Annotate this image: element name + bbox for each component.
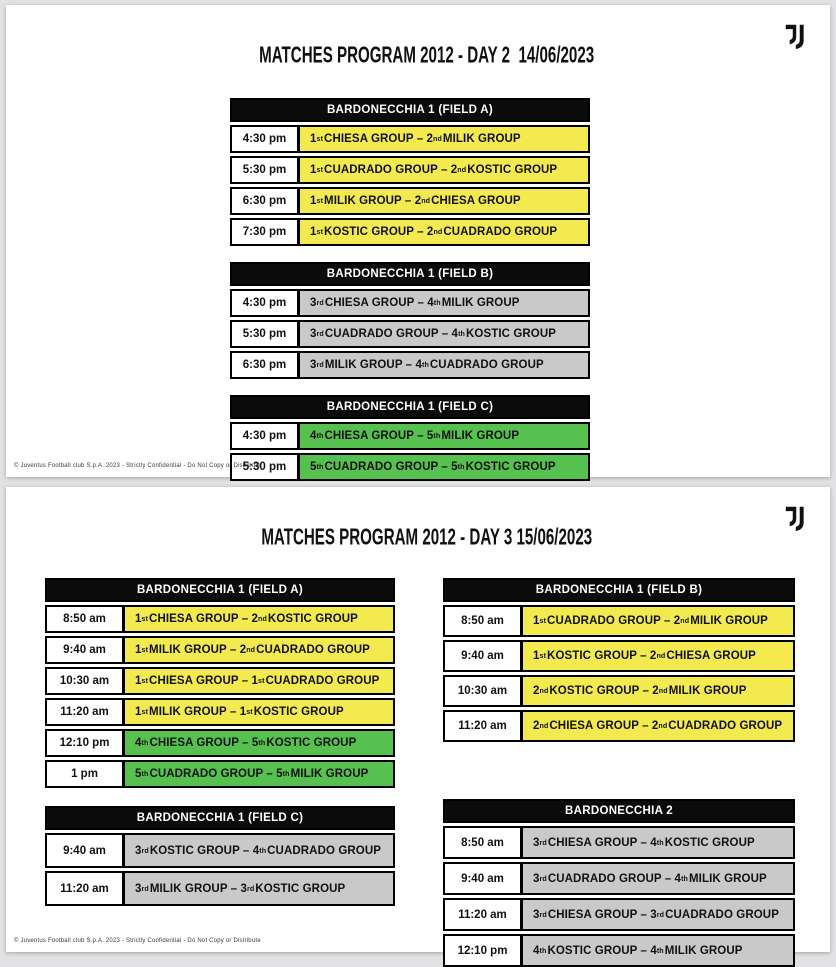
page-day2 bbox=[6, 5, 830, 477]
match-label: 1 st CUADRADO GROUP – 2 nd KOSTIC GROUP bbox=[300, 158, 588, 182]
match-time: 12:10 pm bbox=[47, 731, 125, 755]
match-row bbox=[230, 422, 590, 450]
match-row bbox=[443, 605, 795, 637]
page-day3 bbox=[6, 487, 830, 957]
match-label: 1 st KOSTIC GROUP – 2 nd CHIESA GROUP bbox=[523, 642, 793, 670]
match-time: 12:10 pm bbox=[445, 936, 523, 965]
match-row bbox=[45, 636, 395, 664]
match-time: 5:30 pm bbox=[232, 322, 300, 346]
match-row bbox=[45, 871, 395, 906]
match-row bbox=[443, 934, 795, 967]
match-label: 4 th CHIESA GROUP – 5 th KOSTIC GROUP bbox=[125, 731, 393, 755]
match-label: 1 st MILIK GROUP – 2 nd CHIESA GROUP bbox=[300, 189, 588, 213]
match-label: 3 rd CHIESA GROUP – 4 th MILIK GROUP bbox=[300, 291, 588, 315]
table-title: BARDONECCHIA 1 (FIELD A) bbox=[45, 578, 395, 602]
schedule-table-d3-bard2 bbox=[443, 799, 795, 967]
match-time: 1 pm bbox=[47, 762, 125, 786]
table-title: BARDONECCHIA 1 (FIELD C) bbox=[45, 806, 395, 830]
day3-right-column bbox=[443, 578, 795, 967]
page-title-row bbox=[6, 5, 830, 86]
day3-left-column bbox=[45, 578, 395, 967]
match-time: 6:30 pm bbox=[232, 189, 300, 213]
match-label: 1 st CHIESA GROUP – 1 st CUADRADO GROUP bbox=[125, 669, 393, 693]
match-label: 1 st MILIK GROUP – 2 nd CUADRADO GROUP bbox=[125, 638, 393, 662]
match-time: 9:40 am bbox=[445, 864, 523, 893]
table-title: BARDONECCHIA 1 (FIELD B) bbox=[230, 262, 590, 286]
match-label: 1 st KOSTIC GROUP – 2 nd CUADRADO GROUP bbox=[300, 220, 588, 244]
match-label: 2 nd CHIESA GROUP – 2 nd CUADRADO GROUP bbox=[523, 712, 793, 740]
table-title: BARDONECCHIA 2 bbox=[443, 799, 795, 823]
match-time: 9:40 am bbox=[47, 835, 125, 866]
match-row bbox=[45, 833, 395, 868]
match-label: 3 rd CUADRADO GROUP – 4 th KOSTIC GROUP bbox=[300, 322, 588, 346]
match-row bbox=[45, 667, 395, 695]
match-time: 8:50 am bbox=[445, 607, 523, 635]
juventus-logo-icon bbox=[783, 23, 806, 50]
match-label: 1 st CHIESA GROUP – 2 nd KOSTIC GROUP bbox=[125, 607, 393, 631]
match-row bbox=[45, 605, 395, 633]
match-time: 10:30 am bbox=[445, 677, 523, 705]
table-title: BARDONECCHIA 1 (FIELD A) bbox=[230, 98, 590, 122]
match-row bbox=[443, 640, 795, 672]
match-time: 5:30 pm bbox=[232, 158, 300, 182]
match-row bbox=[45, 729, 395, 757]
match-time: 9:40 am bbox=[47, 638, 125, 662]
match-label: 5 th CUADRADO GROUP – 5 th KOSTIC GROUP bbox=[300, 455, 588, 479]
match-time: 11:20 am bbox=[47, 700, 125, 724]
match-row bbox=[230, 453, 590, 481]
match-time: 4:30 pm bbox=[232, 291, 300, 315]
page-title: MATCHES PROGRAM 2012 - DAY 2 14/06/2023 bbox=[259, 43, 595, 68]
page-title-row bbox=[6, 487, 830, 568]
match-label: 4 th CHIESA GROUP – 5 th MILIK GROUP bbox=[300, 424, 588, 448]
schedule-table-d2-field-b bbox=[230, 262, 590, 379]
table-title: BARDONECCHIA 1 (FIELD B) bbox=[443, 578, 795, 602]
match-row bbox=[443, 862, 795, 895]
schedule-table-d3-field-a bbox=[45, 578, 395, 788]
match-row bbox=[230, 289, 590, 317]
match-time: 11:20 am bbox=[47, 873, 125, 904]
match-time: 8:50 am bbox=[445, 828, 523, 857]
match-label: 3 rd CUADRADO GROUP – 4 th MILIK GROUP bbox=[523, 864, 793, 893]
match-row bbox=[443, 675, 795, 707]
match-row bbox=[443, 898, 795, 931]
match-time: 4:30 pm bbox=[232, 424, 300, 448]
match-label: 3 rd MILIK GROUP – 4 th CUADRADO GROUP bbox=[300, 353, 588, 377]
match-label: 3 rd CHIESA GROUP – 4 th KOSTIC GROUP bbox=[523, 828, 793, 857]
match-row bbox=[230, 351, 590, 379]
schedule-table-d2-field-a bbox=[230, 98, 590, 246]
confidential-footer: © Juventus Football club S.p.A. 2023 - Strictly Confidential - Do Not Copy or Distribute bbox=[14, 463, 261, 469]
match-row bbox=[45, 760, 395, 788]
match-label: 1 st MILIK GROUP – 1 st KOSTIC GROUP bbox=[125, 700, 393, 724]
match-time: 7:30 pm bbox=[232, 220, 300, 244]
match-label: 2 nd KOSTIC GROUP – 2 nd MILIK GROUP bbox=[523, 677, 793, 705]
match-row bbox=[230, 125, 590, 153]
match-time: 11:20 am bbox=[445, 900, 523, 929]
match-label: 4 th KOSTIC GROUP – 4 th MILIK GROUP bbox=[523, 936, 793, 965]
day2-tables bbox=[230, 98, 590, 481]
match-time: 8:50 am bbox=[47, 607, 125, 631]
schedule-table-d2-field-c bbox=[230, 395, 590, 481]
match-time: 11:20 am bbox=[445, 712, 523, 740]
match-time: 9:40 am bbox=[445, 642, 523, 670]
match-time: 4:30 pm bbox=[232, 127, 300, 151]
table-title: BARDONECCHIA 1 (FIELD C) bbox=[230, 395, 590, 419]
match-label: 3 rd MILIK GROUP – 3 rd KOSTIC GROUP bbox=[125, 873, 393, 904]
match-row bbox=[230, 156, 590, 184]
match-row bbox=[443, 710, 795, 742]
day3-tables bbox=[45, 578, 830, 967]
match-time: 5:30 pm bbox=[232, 455, 300, 479]
juventus-logo-icon bbox=[783, 505, 806, 532]
confidential-footer: © Juventus Football club S.p.A. 2023 - Strictly Confidential - Do Not Copy or Distribute bbox=[14, 938, 261, 944]
match-label: 1 st CHIESA GROUP – 2 nd MILIK GROUP bbox=[300, 127, 588, 151]
page-title: MATCHES PROGRAM 2012 - DAY 3 15/06/2023 bbox=[261, 525, 593, 550]
match-label: 1 st CUADRADO GROUP – 2 nd MILIK GROUP bbox=[523, 607, 793, 635]
match-label: 3 rd CHIESA GROUP – 3 rd CUADRADO GROUP bbox=[523, 900, 793, 929]
match-time: 6:30 pm bbox=[232, 353, 300, 377]
match-row bbox=[230, 320, 590, 348]
schedule-table-d3-field-c bbox=[45, 806, 395, 906]
match-row bbox=[45, 698, 395, 726]
match-label: 5 th CUADRADO GROUP – 5 th MILIK GROUP bbox=[125, 762, 393, 786]
match-row bbox=[230, 218, 590, 246]
match-time: 10:30 am bbox=[47, 669, 125, 693]
match-label: 3 rd KOSTIC GROUP – 4 th CUADRADO GROUP bbox=[125, 835, 393, 866]
match-row bbox=[443, 826, 795, 859]
schedule-table-d3-field-b bbox=[443, 578, 795, 742]
match-row bbox=[230, 187, 590, 215]
